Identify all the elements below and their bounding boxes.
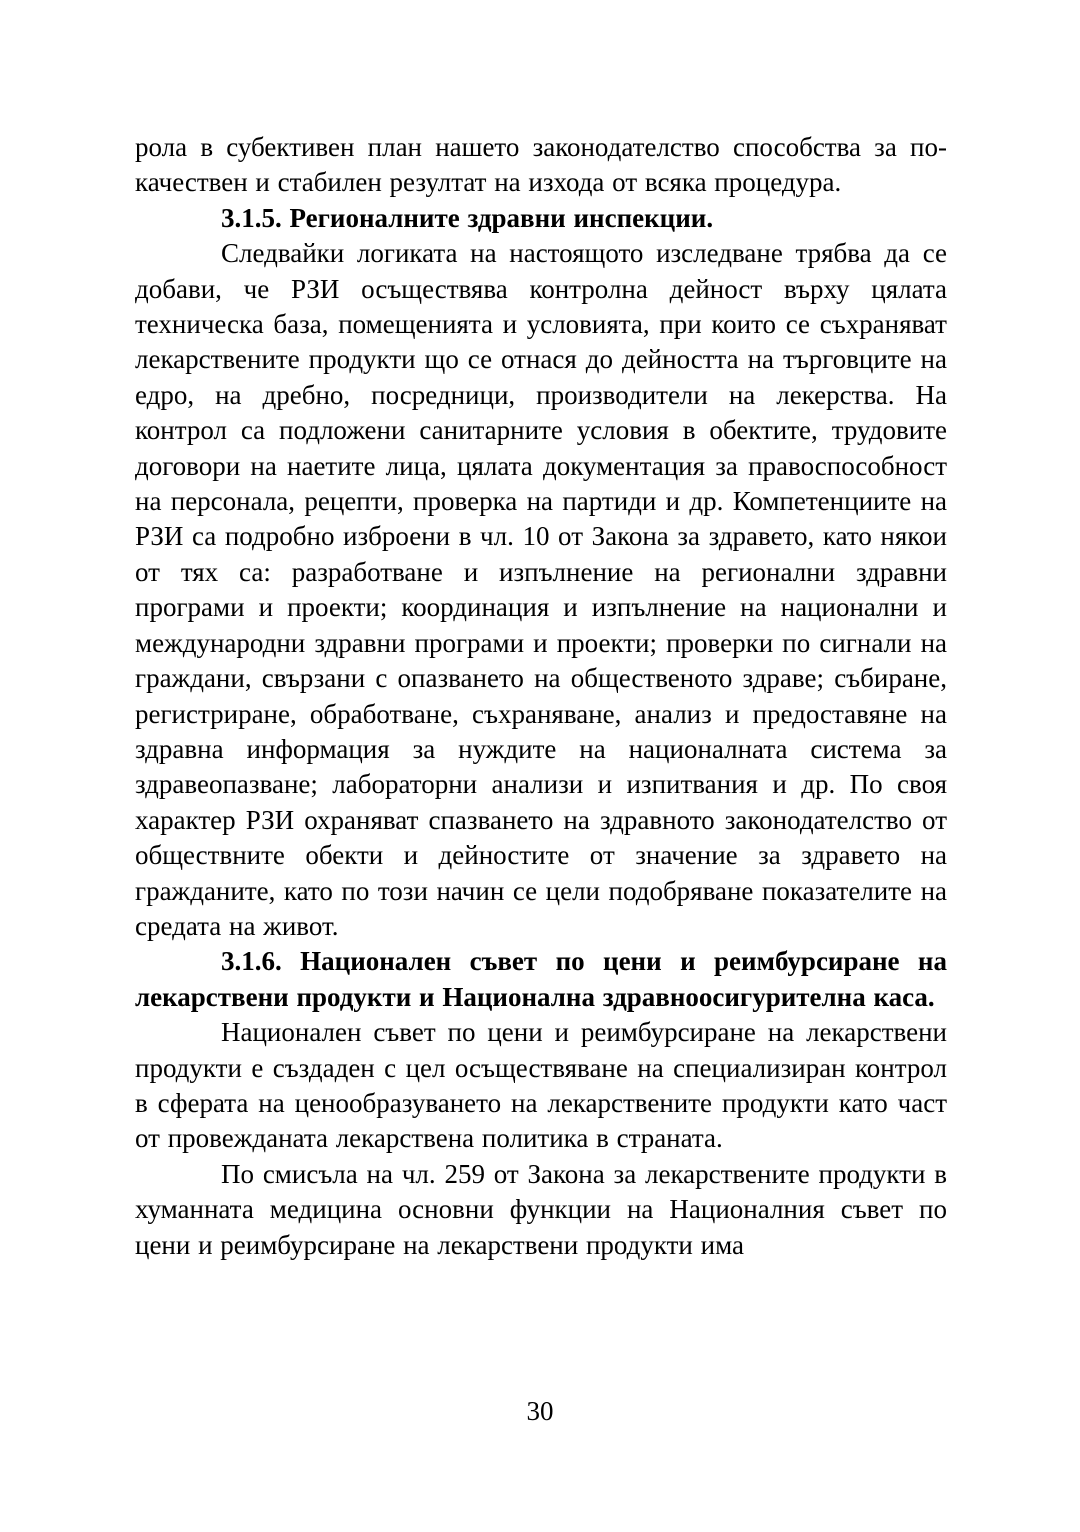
section-heading-3-1-6: 3.1.6. Национален съвет по цени и реимбурсиране на лекарствени продукти и Национална здравноосигурителна каса. [135,946,947,1012]
section-heading-3-1-5: 3.1.5. Регионалните здравни инспекции. [221,202,714,233]
text-block [135,130,947,1263]
page-number: 30 [526,1396,554,1426]
paragraph-rzi-inspections: Следвайки логиката на настоящото изследване трябва да се добави, че РЗИ осъществява контролна дейност върху цялата техническа база, помещенията и условията, при които се съхраняват лекарствените продукти що се отнася до дейността на търговците на едро, на дребно, посредници, производители на лекерства. На контрол са подложени санитарните условия в обектите, трудовите договори на наетите лица, цялата документация за правоспособност на персонала, рецепти, проверка на партиди и др. Компетенциите на РЗИ са подробно изброени в чл. 10 от Закона за здравето, като някои от тях са: разработване и изпълнение на регионални здравни програми и проекти; координация и изпълнение на национални и международни здравни програми и проекти; проверки по сигнали на граждани, свързани с опазването на общественото здраве; събиране, регистриране, обработване, съхраняване, анализ и предоставяне на здравна информация за нуждите на националната система за здравеопазване; лабораторни анализи и изпитвания и др. По своя характер РЗИ охраняват спазването на здравното законодателство от обществните обекти и дейностите от значение за здравето на гражданите, като по този начин се цели подобряване показателите на средата на живот. [135,238,947,941]
paragraph-pricing-council: Национален съвет по цени и реимбурсиране на лекарствени продукти е създаден с цел осъществяване на специализиран контрол в сферата на ценообразуването на лекарствените продукти като част от провежданата лекарствена политика в страната. [135,1017,947,1154]
paragraph-continuation: рола в субективен план нашето законодателство способства за по-качествен и стабилен резултат на изхода от всяка процедура. [135,132,947,198]
paragraph-article-259: По смисъла на чл. 259 от Закона за лекарствените продукти в хуманната медицина основни функции на Националния съвет по цени и реимбурсиране на лекарствени продукти има [135,1158,947,1260]
